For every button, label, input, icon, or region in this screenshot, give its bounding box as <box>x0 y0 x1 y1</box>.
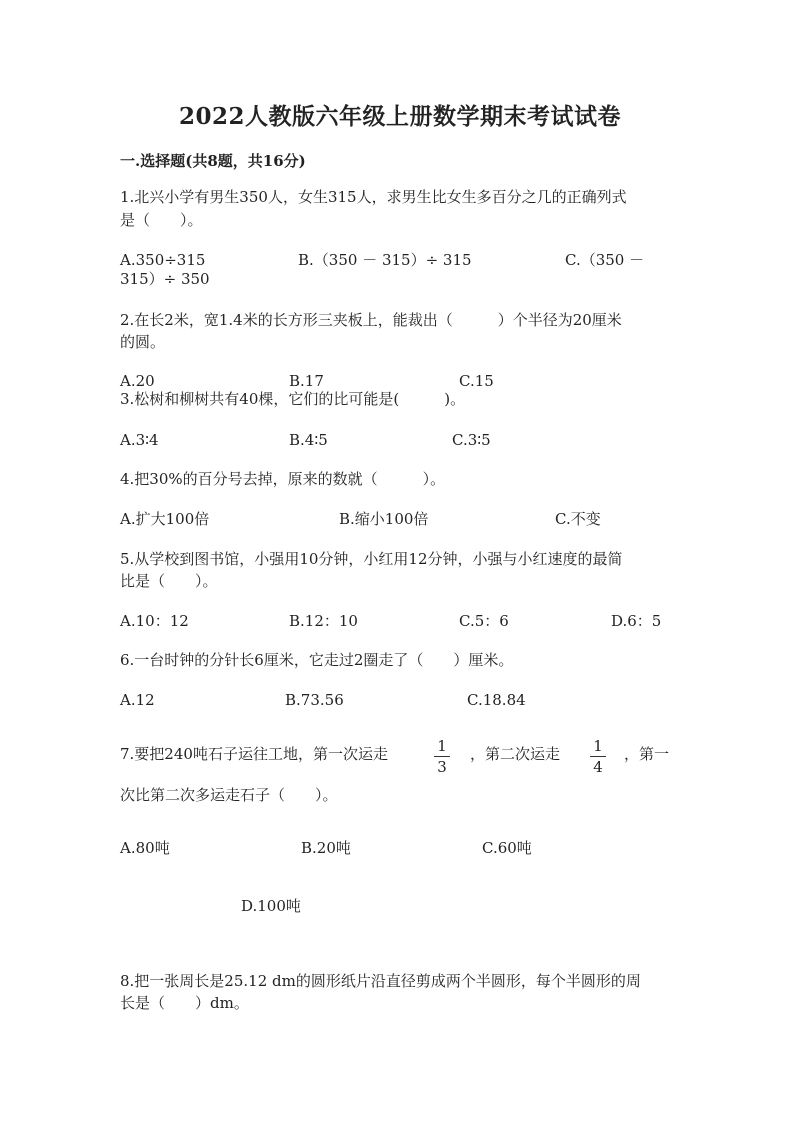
question-5-option-a[interactable]: A.10：12 <box>120 612 189 630</box>
question-3-option-a[interactable]: A.3∶4 <box>120 431 159 449</box>
question-7-stem-part-1: 7.要把240吨石子运往工地，第一次运走 <box>120 745 388 763</box>
question-2-option-c[interactable]: C.15 <box>459 372 494 390</box>
question-5-option-b[interactable]: B.12：10 <box>289 612 358 630</box>
question-1-option-b[interactable]: B.（350 － 315）÷ 315 <box>298 251 472 269</box>
question-3-stem: 3.松树和柳树共有40棵，它们的比可能是( )。 <box>120 390 466 408</box>
fraction-one-quarter-numerator: 1 <box>593 737 603 755</box>
question-7-line-2: 次比第二次多运走石子（ ）。 <box>120 786 338 804</box>
question-5-option-c[interactable]: C.5：6 <box>459 612 509 630</box>
fraction-one-quarter-denominator: 4 <box>593 758 603 776</box>
fraction-one-third-denominator: 3 <box>437 758 447 776</box>
exam-title: 2022人教版六年级上册数学期末考试试卷 <box>178 103 621 130</box>
question-6-option-b[interactable]: B.73.56 <box>285 691 344 709</box>
question-2-option-a[interactable]: A.20 <box>120 372 155 390</box>
question-4-option-b[interactable]: B.缩小100倍 <box>339 510 429 528</box>
question-7-option-c[interactable]: C.60吨 <box>482 839 532 857</box>
question-2-line-2: 的圆。 <box>120 333 166 351</box>
question-7-option-a[interactable]: A.80吨 <box>120 839 170 857</box>
question-6-option-a[interactable]: A.12 <box>120 691 155 709</box>
question-8-line-1: 8.把一张周长是25.12 dm的圆形纸片沿直径剪成两个半圆形，每个半圆形的周 <box>120 972 641 990</box>
question-1-option-a[interactable]: A.350÷315 <box>120 251 206 269</box>
question-1-option-c[interactable]: C.（350 － <box>565 251 645 269</box>
question-6-stem: 6.一台时钟的分针长6厘米，它走过2圈走了（ ）厘米。 <box>120 651 514 669</box>
question-2-option-b[interactable]: B.17 <box>289 372 324 390</box>
question-4-option-c[interactable]: C.不变 <box>555 510 601 528</box>
question-4-stem: 4.把30%的百分号去掉，原来的数就（ ）。 <box>120 470 446 488</box>
fraction-one-third-numerator: 1 <box>437 737 447 755</box>
question-7-stem-part-3: ，第一 <box>624 745 670 763</box>
question-6-option-c[interactable]: C.18.84 <box>467 691 526 709</box>
question-1-option-c-cont[interactable]: 315）÷ 350 <box>120 270 210 288</box>
question-7-option-d[interactable]: D.100吨 <box>241 897 301 915</box>
question-5-option-d[interactable]: D.6：5 <box>611 612 662 630</box>
question-5-line-2: 比是（ ）。 <box>120 572 218 590</box>
fraction-one-third <box>432 737 452 776</box>
question-4-option-a[interactable]: A.扩大100倍 <box>120 510 210 528</box>
fraction-one-third-bar <box>434 756 450 757</box>
question-8-line-2: 长是（ ）dm。 <box>120 994 249 1012</box>
fraction-one-quarter-bar <box>590 756 606 757</box>
question-3-option-c[interactable]: C.3∶5 <box>452 431 491 449</box>
question-1-line-2: 是（ ）。 <box>120 211 203 229</box>
fraction-one-quarter <box>588 737 608 776</box>
question-3-option-b[interactable]: B.4∶5 <box>289 431 328 449</box>
question-5-line-1: 5.从学校到图书馆，小强用10分钟，小红用12分钟，小强与小红速度的最简 <box>120 550 623 568</box>
question-2-line-1: 2.在长2米，宽1.4米的长方形三夹板上，能裁出（ ）个半径为20厘米 <box>120 311 622 329</box>
question-1-line-1: 1.北兴小学有男生350人，女生315人，求男生比女生多百分之几的正确列式 <box>120 188 627 206</box>
question-7-option-b[interactable]: B.20吨 <box>301 839 351 857</box>
question-7-stem-part-2: ，第二次运走 <box>470 745 561 763</box>
section-heading: 一.选择题(共8题，共16分) <box>120 152 306 170</box>
